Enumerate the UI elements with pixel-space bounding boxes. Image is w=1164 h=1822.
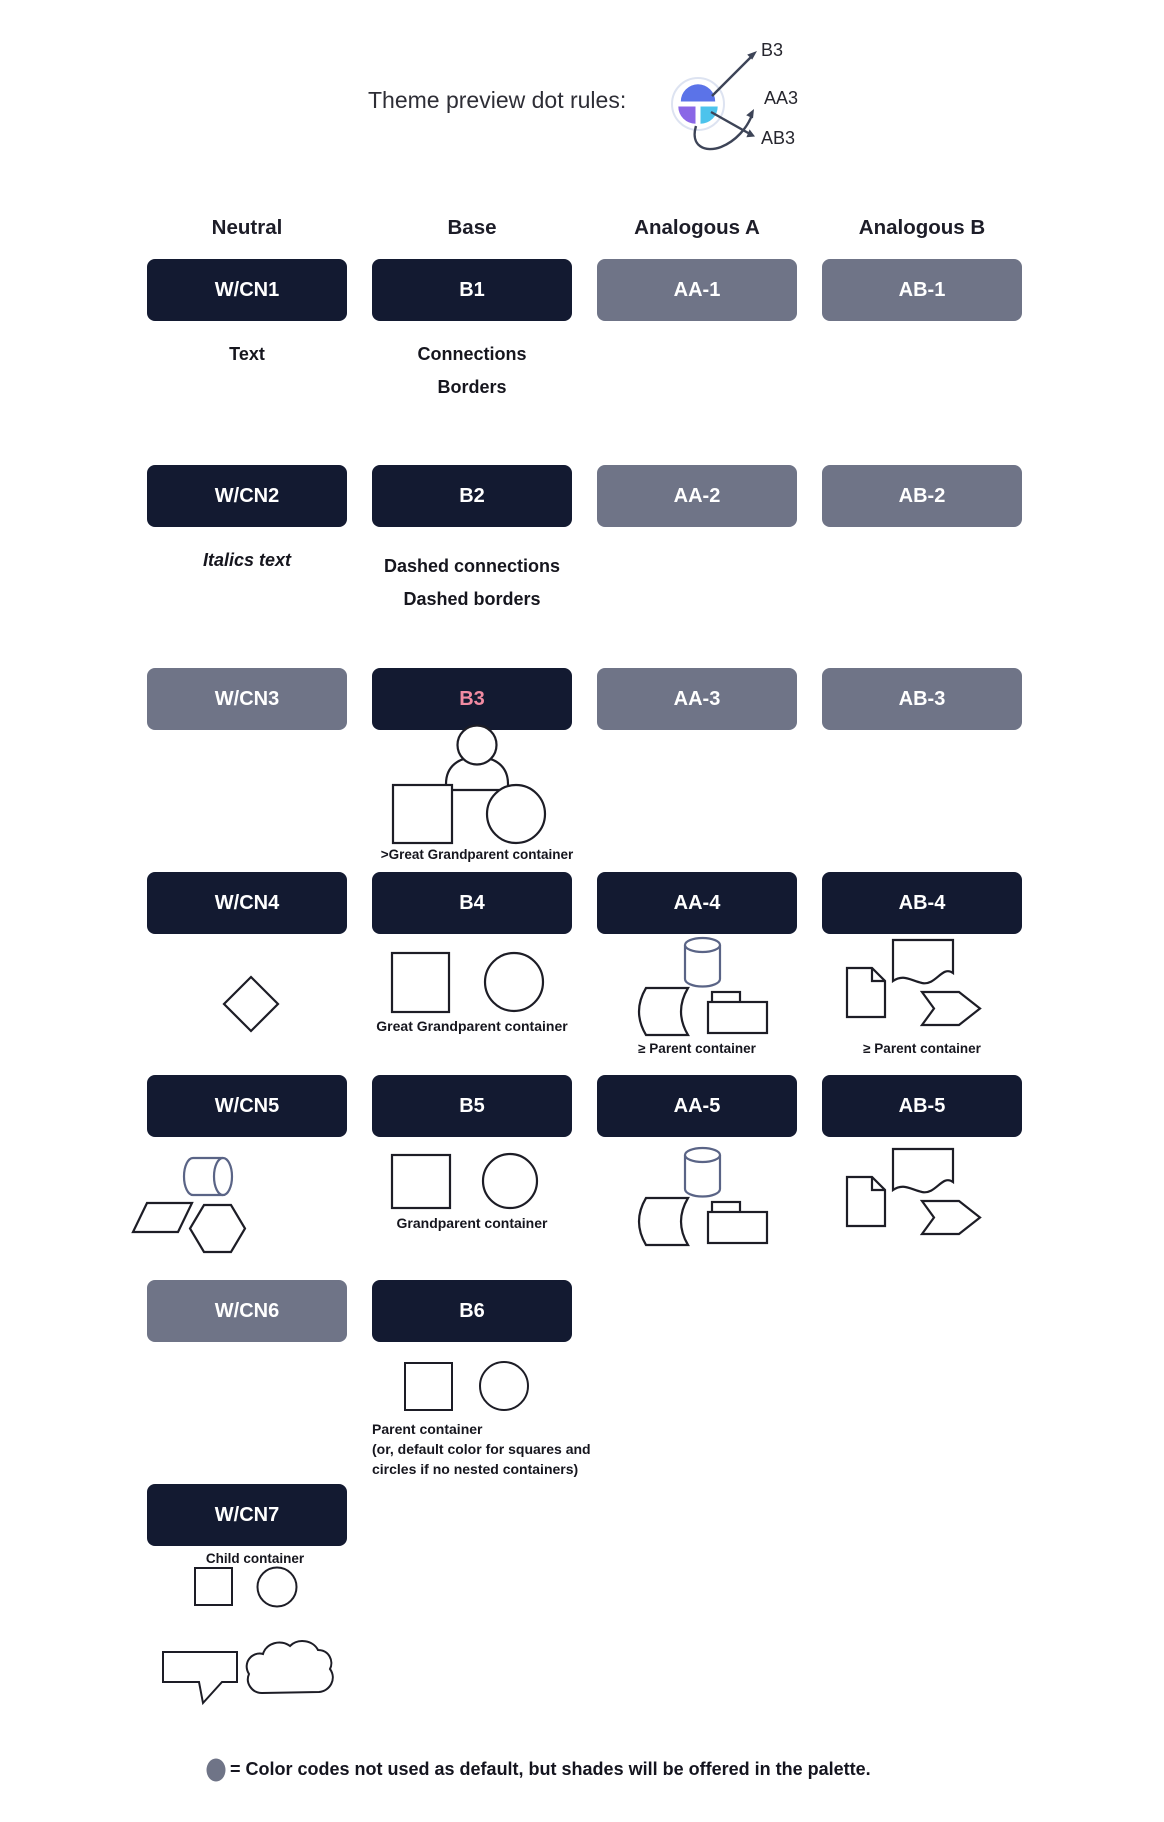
dot-label-ab3: AB3 xyxy=(761,128,796,148)
circle-icon xyxy=(258,1568,297,1607)
arrow-to-aa3 xyxy=(695,115,752,149)
diamond-icon xyxy=(224,977,278,1031)
circle-icon xyxy=(483,1154,537,1208)
annotation-wcn7-container: Child container xyxy=(205,1551,305,1566)
annotation-text: Text xyxy=(229,344,265,364)
document-wavy-icon xyxy=(893,1149,953,1192)
b6-illustration xyxy=(405,1362,528,1410)
swatch-wcn7: W/CN7 xyxy=(147,1484,347,1546)
swatch-wcn4: W/CN4 xyxy=(147,872,347,934)
parallelogram-icon xyxy=(133,1203,192,1232)
arrow-to-b3 xyxy=(712,55,753,96)
annotation-dashed-borders: Dashed borders xyxy=(403,589,541,609)
chevron-arrow-icon xyxy=(922,1201,980,1234)
column-header-analogous-b: Analogous B xyxy=(858,216,986,239)
b4-illustration xyxy=(392,953,543,1012)
dot-label-aa3: AA3 xyxy=(764,88,799,108)
arrow-to-aa3-head xyxy=(746,109,754,118)
hexagon-icon xyxy=(190,1205,245,1252)
cylinder-icon xyxy=(685,1148,720,1197)
column-header-analogous-a: Analogous A xyxy=(634,216,760,239)
annotation-b4-container: Great Grandparent container xyxy=(376,1018,568,1034)
column-header-base: Base xyxy=(447,216,497,239)
tagged-rectangle-icon xyxy=(708,1202,767,1243)
aa4-illustration xyxy=(639,938,767,1035)
stored-data-icon xyxy=(639,988,688,1035)
wcn5-illustration xyxy=(133,1158,245,1252)
stored-data-icon xyxy=(639,1198,688,1245)
swatch-b3: B3 xyxy=(372,668,572,730)
annotation-b6-container xyxy=(372,1419,652,1479)
swatch-wcn3: W/CN3 xyxy=(147,668,347,730)
theme-preview-dot-icon xyxy=(672,78,724,130)
arrow-to-ab3-head xyxy=(746,129,755,137)
aa5-illustration xyxy=(639,1148,767,1245)
swatch-aa4: AA-4 xyxy=(597,872,797,934)
circle-icon xyxy=(485,953,543,1011)
swatch-ab2: AB-2 xyxy=(822,465,1022,527)
arrow-to-ab3 xyxy=(711,112,750,134)
dot-label-b3: B3 xyxy=(761,40,784,60)
swatch-ab1: AB-1 xyxy=(822,259,1022,321)
document-folded-icon xyxy=(847,968,885,1017)
speech-bubble-icon xyxy=(163,1652,237,1703)
ab5-illustration xyxy=(847,1149,980,1234)
b5-illustration xyxy=(392,1154,537,1208)
annotation-borders: Borders xyxy=(437,377,507,397)
square-icon xyxy=(392,1155,450,1208)
cloud-icon xyxy=(247,1641,333,1693)
square-icon xyxy=(392,953,449,1012)
wcn7-illustration xyxy=(163,1568,333,1704)
horizontal-cylinder-icon xyxy=(184,1158,232,1195)
swatch-wcn2: W/CN2 xyxy=(147,465,347,527)
swatch-aa5: AA-5 xyxy=(597,1075,797,1137)
b3-illustration xyxy=(393,726,545,844)
arrow-to-b3-head xyxy=(747,51,757,60)
page-title: Theme preview dot rules: xyxy=(368,87,627,113)
square-icon xyxy=(393,785,452,843)
circle-icon xyxy=(487,785,545,843)
document-folded-icon xyxy=(847,1177,885,1226)
annotation-b6-line1: Parent container xyxy=(372,1421,483,1437)
swatch-ab4: AB-4 xyxy=(822,872,1022,934)
document-wavy-icon xyxy=(893,940,953,983)
column-header-neutral: Neutral xyxy=(211,216,283,239)
cylinder-icon xyxy=(685,938,720,987)
swatch-b6: B6 xyxy=(372,1280,572,1342)
swatch-ab3: AB-3 xyxy=(822,668,1022,730)
legend-text: = Color codes not used as default, but shades will be offered in the palette. xyxy=(230,1759,871,1779)
swatch-aa2: AA-2 xyxy=(597,465,797,527)
swatch-b1: B1 xyxy=(372,259,572,321)
swatch-aa1: AA-1 xyxy=(597,259,797,321)
square-icon xyxy=(405,1363,452,1410)
swatch-aa3: AA-3 xyxy=(597,668,797,730)
ab4-illustration xyxy=(847,940,980,1025)
annotation-b6-line2: (or, default color for squares and xyxy=(372,1441,591,1457)
annotation-connections: Connections xyxy=(417,344,527,364)
tagged-rectangle-icon xyxy=(708,992,767,1033)
circle-icon xyxy=(480,1362,528,1410)
legend-dot-icon xyxy=(207,1759,226,1782)
swatch-wcn6: W/CN6 xyxy=(147,1280,347,1342)
annotation-aa4-container: ≥ Parent container xyxy=(638,1041,756,1056)
square-icon xyxy=(195,1568,232,1605)
chevron-arrow-icon xyxy=(922,992,980,1025)
swatch-wcn1: W/CN1 xyxy=(147,259,347,321)
annotation-italics-text: Italics text xyxy=(202,550,292,570)
annotation-b3-container: >Great Grandparent container xyxy=(380,847,574,862)
annotation-b5-container: Grandparent container xyxy=(396,1215,548,1231)
swatch-ab5: AB-5 xyxy=(822,1075,1022,1137)
swatch-wcn5: W/CN5 xyxy=(147,1075,347,1137)
annotation-dashed-connections: Dashed connections xyxy=(383,556,561,576)
swatch-b2: B2 xyxy=(372,465,572,527)
person-icon xyxy=(446,726,508,791)
annotation-b6-line3: circles if no nested containers) xyxy=(372,1461,579,1477)
annotation-ab4-container: ≥ Parent container xyxy=(863,1041,981,1056)
swatch-b5: B5 xyxy=(372,1075,572,1137)
swatch-b4: B4 xyxy=(372,872,572,934)
dot-arrows xyxy=(695,51,757,149)
